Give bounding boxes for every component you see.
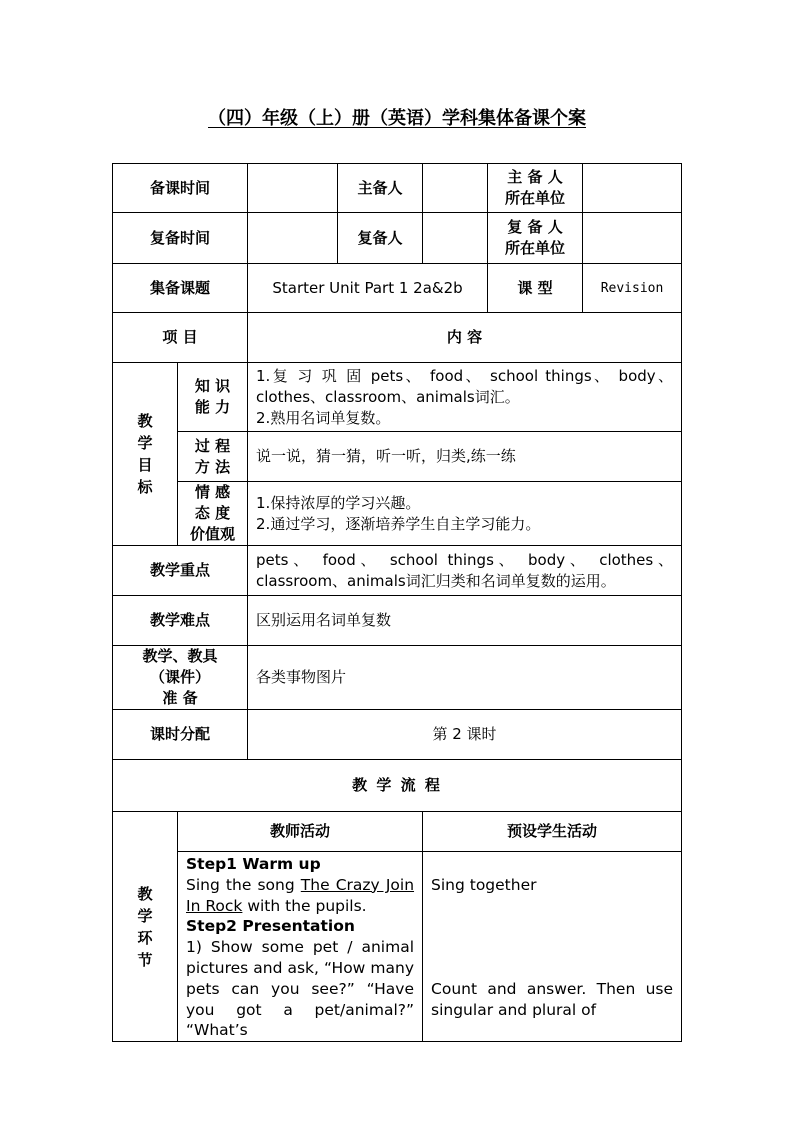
knowledge-label: 知 识 能 力 — [178, 363, 248, 432]
step2-title: Step2 Presentation — [186, 917, 355, 936]
topic-label: 集备课题 — [113, 264, 248, 313]
student-activity-content — [423, 852, 682, 1042]
emotion-label: 情 感 态 度 价值观 — [178, 482, 248, 546]
lesson-type-value: Revision — [583, 264, 682, 313]
lesson-plan-table — [112, 163, 682, 1042]
re-unit-label: 复 备 人 所在单位 — [488, 213, 583, 264]
process-section-label: 教学环节 — [113, 812, 178, 1042]
prep-time-value — [248, 164, 338, 213]
objectives-group-label: 教学目标 — [113, 363, 178, 546]
topic-value: Starter Unit Part 1 2a&2b — [248, 264, 488, 313]
song-title: The Crazy Join In Rock — [186, 875, 415, 915]
period-value: 第 2 课时 — [248, 710, 682, 760]
teacher-activity-content — [178, 852, 423, 1042]
key-points-label: 教学重点 — [113, 546, 248, 596]
item-label: 项 目 — [113, 313, 248, 363]
process-method-value: 说一说，猜一猜，听一听，归类,练一练 — [248, 432, 682, 482]
re-prep-time-value — [248, 213, 338, 264]
step2-text: 1) Show some pet / animal pictures and ask, “How many pets can you see?” “Have you got a pet/animal?” “What’s — [186, 938, 415, 1040]
student-activity-1: Sing together — [431, 876, 537, 894]
re-preparer-value — [423, 213, 488, 264]
difficulties-value: 区别运用名词单复数 — [248, 596, 682, 646]
process-title: 教 学 流 程 — [113, 760, 682, 812]
re-preparer-label: 复备人 — [338, 213, 423, 264]
re-prep-time-label: 复备时间 — [113, 213, 248, 264]
main-preparer-label: 主备人 — [338, 164, 423, 213]
content-label: 内 容 — [248, 313, 682, 363]
difficulties-label: 教学难点 — [113, 596, 248, 646]
re-unit-value — [583, 213, 682, 264]
student-activity-header: 预设学生活动 — [423, 812, 682, 852]
main-unit-label: 主 备 人 所在单位 — [488, 164, 583, 213]
materials-value: 各类事物图片 — [248, 646, 682, 710]
teacher-activity-header: 教师活动 — [178, 812, 423, 852]
student-activity-2: Count and answer. Then use singular and plural of — [431, 979, 674, 1019]
main-preparer-value — [423, 164, 488, 213]
emotion-value: 1.保持浓厚的学习兴趣。 2.通过学习，逐渐培养学生自主学习能力。 — [248, 482, 682, 546]
main-unit-value — [583, 164, 682, 213]
page-title: （四）年级（上）册（英语）学科集体备课个案 — [208, 108, 586, 129]
lesson-type-label: 课 型 — [488, 264, 583, 313]
step1-title: Step1 Warm up — [186, 855, 321, 873]
materials-label: 教学、教具 （课件） 准 备 — [113, 646, 248, 710]
knowledge-value: 1.复 习 巩 固 pets、 food、 school things、 body、 clothes、classroom、animals词汇。 2.熟用名词单复数。 — [248, 363, 682, 432]
process-method-label: 过 程 方 法 — [178, 432, 248, 482]
period-label: 课时分配 — [113, 710, 248, 760]
prep-time-label: 备课时间 — [113, 164, 248, 213]
step1-text: Sing the song The Crazy Join In Rock with the pupils. — [186, 875, 415, 915]
key-points-value: pets、 food、 school things、 body、 clothes、classroom、animals词汇归类和名词单复数的运用。 — [248, 546, 682, 596]
